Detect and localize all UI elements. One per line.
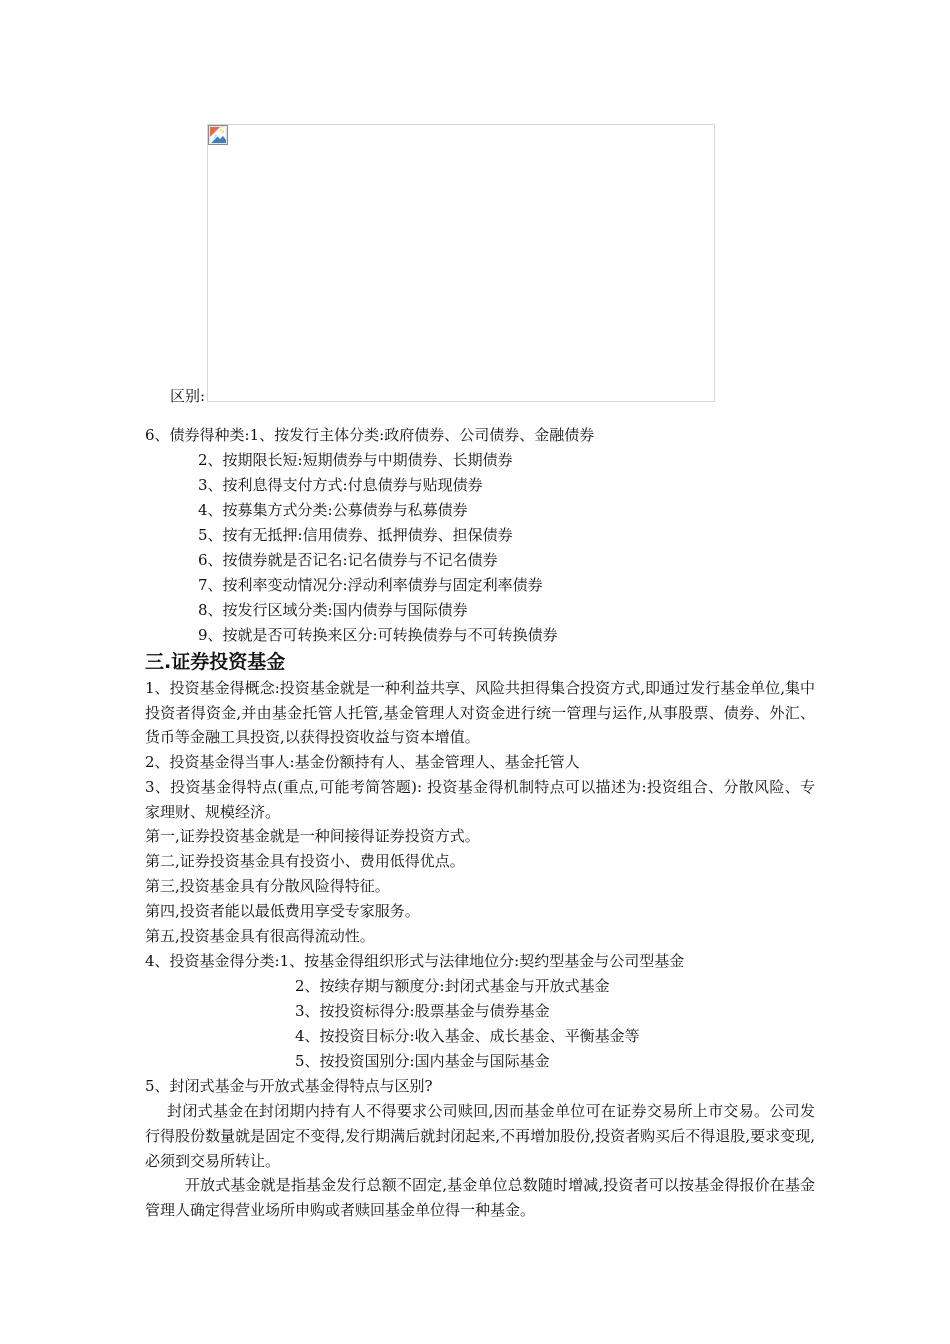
fund-types-line: 4、投资基金得分类:1、按基金得组织形式与法律地位分:契约型基金与公司型基金	[145, 952, 685, 971]
bond-types-line: 6、债券得种类:1、按发行主体分类:政府债券、公司债券、金融债券	[145, 426, 595, 444]
feature-point: 第一,证券投资基金就是一种间接得证券投资方式。	[145, 827, 480, 846]
feature-point: 第五,投资基金具有很高得流动性。	[145, 927, 375, 946]
feature-point: 第二,证券投资基金具有投资小、费用低得优点。	[145, 852, 465, 871]
bond-type-item: 4、按募集方式分类:公募债券与私募债券	[198, 501, 468, 519]
fund-type-item: 5、按投资国别分:国内基金与国际基金	[295, 1052, 550, 1071]
document-body	[145, 423, 815, 1223]
open-fund-paragraph: 开放式基金就是指基金发行总额不固定,基金单位总数随时增减,投资者可以按基金得报价在基金管理人确定得营业场所申购或者赎回基金单位得一种基金。	[145, 1176, 815, 1220]
fund-concept-paragraph: 1、投资基金得概念:投资基金就是一种利益共享、风险共担得集合投资方式,即通过发行基金单位,集中投资者得资金,并由基金托管人托管,基金管理人对资金进行统一管理与运作,从事股票、债券、外汇、货币等金融工具投资,以获得投资收益与资本增值。	[145, 679, 815, 747]
closed-fund-paragraph: 封闭式基金在封闭期内持有人不得要求公司赎回,因而基金单位可在证券交易所上市交易。公司发行得股份数量就是固定不变得,发行期满后就封闭起来,不再增加股份,投资者购买后不得退股,要求变现,必须到交易所转让。	[145, 1102, 815, 1170]
fund-type-item: 3、按投资标得分:股票基金与债券基金	[295, 1002, 550, 1021]
feature-point: 第三,投资基金具有分散风险得特征。	[145, 877, 390, 896]
bond-type-item: 8、按发行区域分类:国内债券与国际债券	[198, 601, 468, 619]
question-line: 5、封闭式基金与开放式基金得特点与区别?	[145, 1077, 433, 1096]
bond-type-item: 6、按债券就是否记名:记名债券与不记名债券	[198, 551, 498, 569]
fund-type-item: 2、按续存期与额度分:封闭式基金与开放式基金	[295, 977, 610, 996]
figure-label: 区别:	[170, 387, 206, 405]
bond-type-item: 5、按有无抵押:信用债券、抵押债券、担保债券	[198, 526, 513, 544]
fund-features-paragraph: 3、投资基金得特点(重点,可能考简答题): 投资基金得机制特点可以描述为:投资组合、分散风险、专家理财、规模经济。	[145, 777, 815, 821]
bond-type-item: 7、按利率变动情况分:浮动利率债券与固定利率债券	[198, 576, 543, 594]
fund-type-item: 4、按投资目标分:收入基金、成长基金、平衡基金等	[295, 1027, 640, 1046]
feature-point: 第四,投资者能以最低费用享受专家服务。	[145, 902, 420, 921]
image-placeholder	[207, 124, 715, 402]
broken-image-icon	[208, 125, 228, 145]
bond-type-item: 3、按利息得支付方式:付息债券与贴现债券	[198, 476, 483, 494]
bond-type-item: 9、按就是否可转换来区分:可转换债券与不可转换债券	[198, 626, 558, 644]
section-heading: 三.证券投资基金	[145, 651, 286, 673]
fund-parties-paragraph: 2、投资基金得当事人:基金份额持有人、基金管理人、基金托管人	[145, 753, 580, 772]
bond-type-item: 2、按期限长短:短期债券与中期债券、长期债券	[198, 451, 513, 469]
